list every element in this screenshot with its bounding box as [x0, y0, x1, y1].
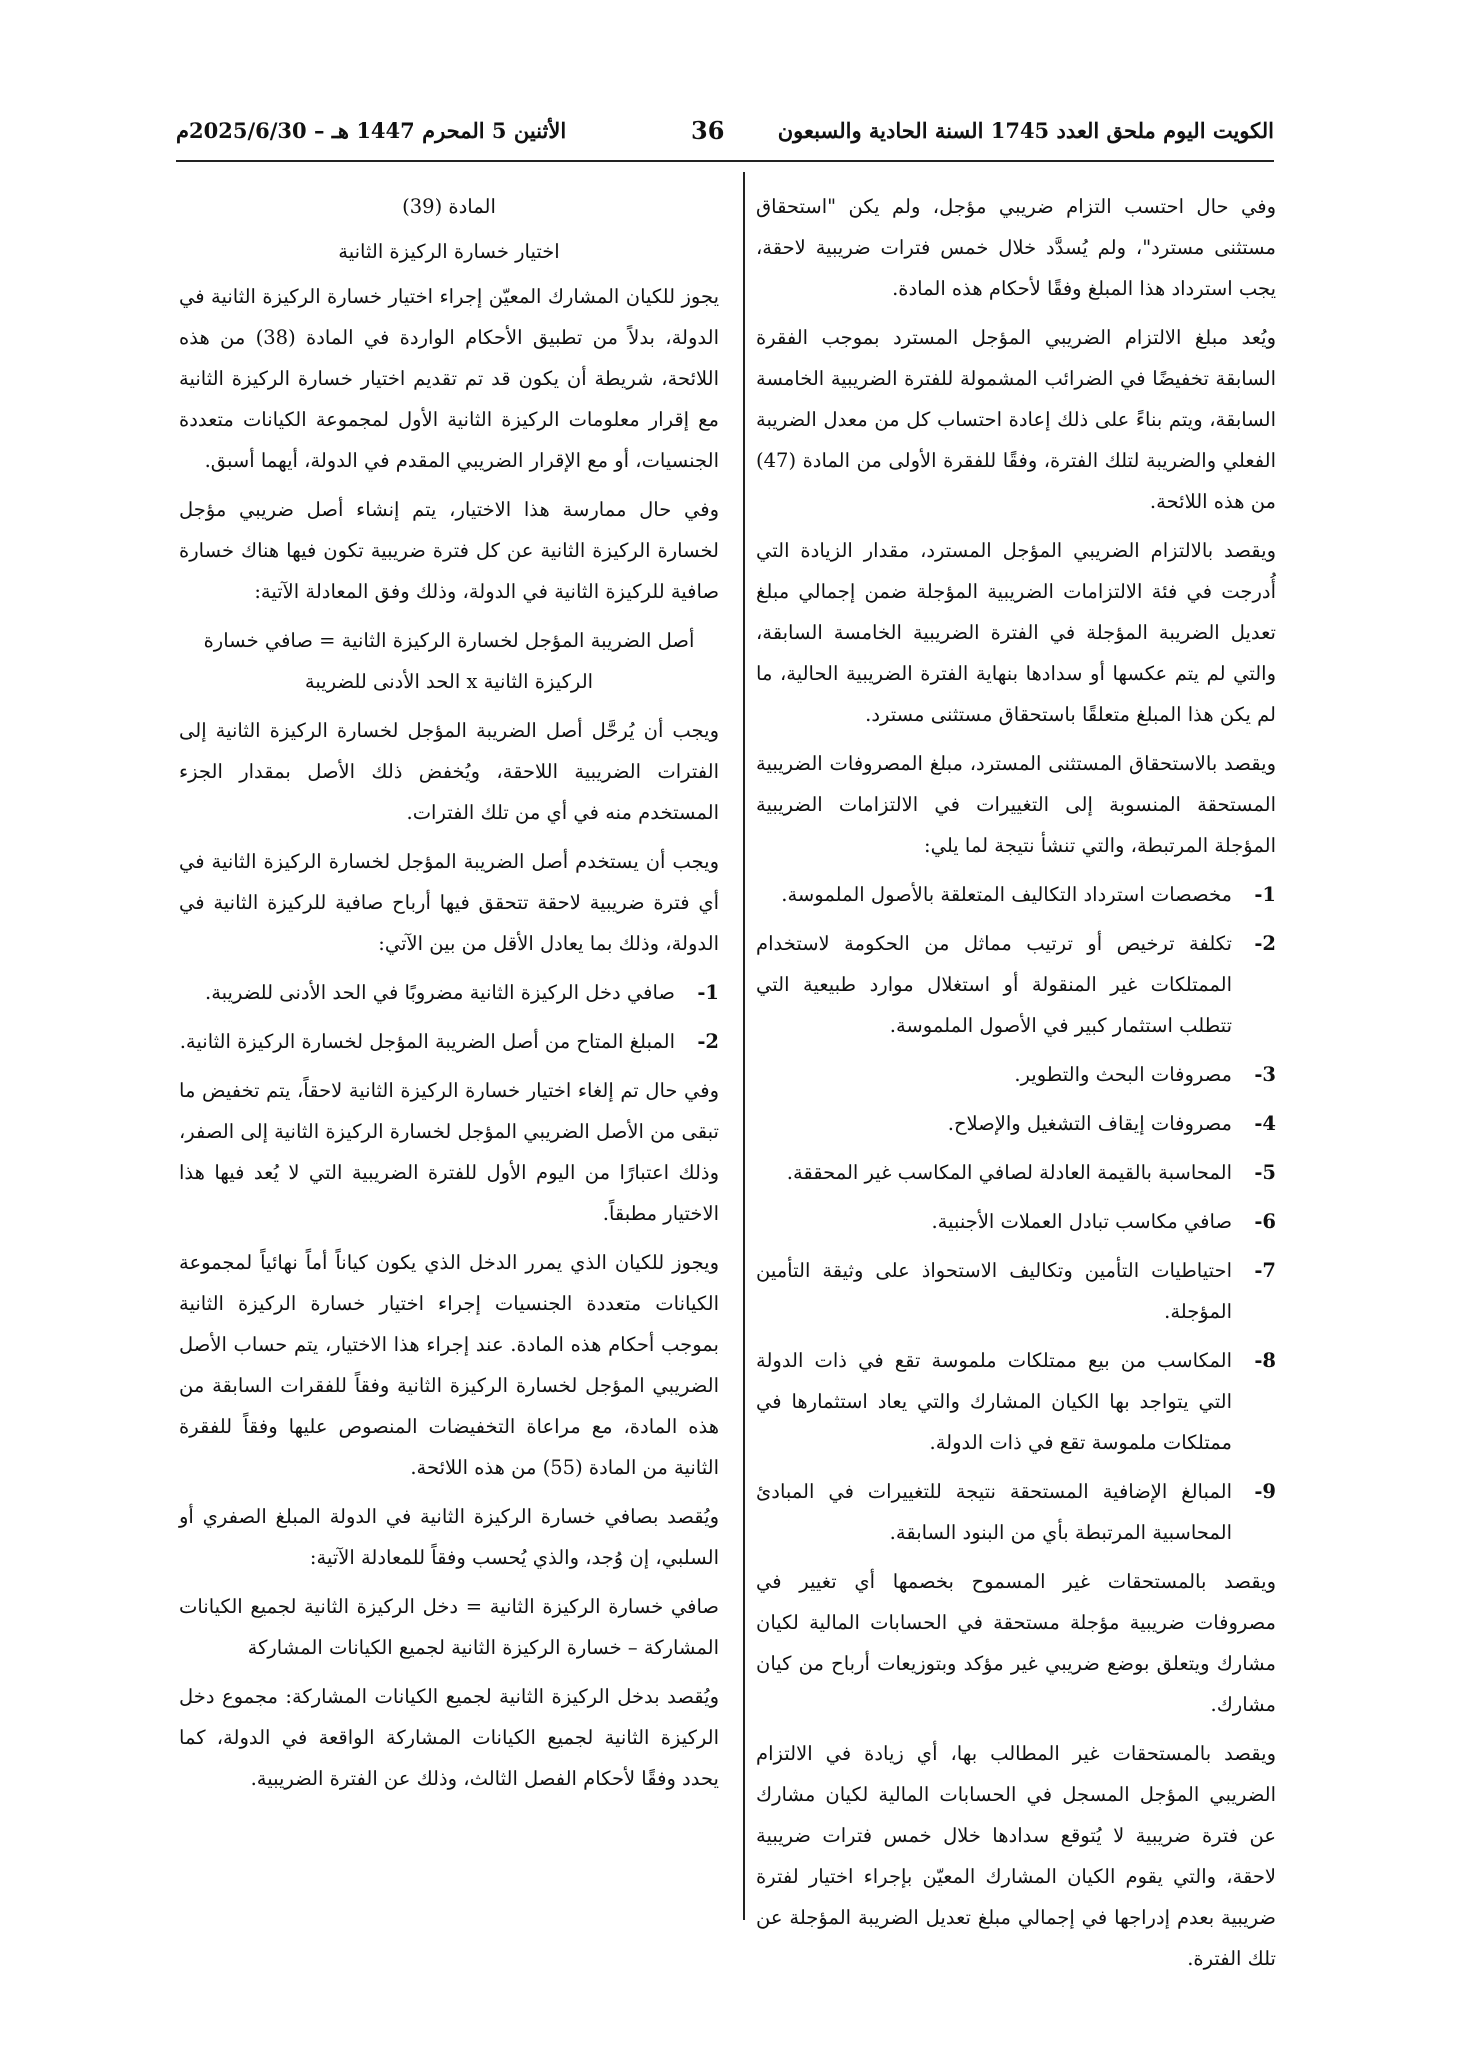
- list-item-text: صافي دخل الركيزة الثانية مضروبًا في الحد الأدنى للضريبة.: [205, 981, 675, 1004]
- paragraph: ويجوز للكيان الذي يمرر الدخل الذي يكون كياناً أماً نهائياً لمجموعة الكيانات متعددة الجنسيات إجراء اختيار خسارة الركيزة الثانية بموجب أحكام هذه المادة. عند إجراء هذا الاختيار، يتم حساب الأصل الضريبي المؤجل لخسارة الركيزة الثانية وفقاً للفقرات السابقة من هذه المادة، مع مراعاة التخفيضات المنصوص عليها وفقاً للفقرة الثانية من المادة (55) من هذه اللائحة.: [179, 1251, 719, 1479]
- list-item-number: 3-: [1254, 1063, 1276, 1086]
- list-item: [756, 1340, 1276, 1463]
- list-item-text: صافي مكاسب تبادل العملات الأجنبية.: [931, 1210, 1232, 1233]
- left-column: [179, 186, 719, 1807]
- list-item-number: 1-: [1254, 883, 1276, 906]
- list-item-number: 8-: [1254, 1349, 1276, 1372]
- column-divider: [743, 172, 745, 1920]
- right-column: [756, 186, 1276, 1987]
- list-item: [756, 874, 1276, 915]
- header-rule: [176, 160, 1274, 162]
- paragraph: ويقصد بالمستحقات غير المسموح بخصمها أي تغيير في مصروفات ضريبية مؤجلة مستحقة في الحسابات المالية لكيان مشارك ويتعلق بوضع ضريبي غير مؤكد وبتوزيعات أرباح من كيان مشارك.: [756, 1570, 1276, 1716]
- list-item-number: 4-: [1254, 1112, 1276, 1135]
- list-item-text: مصروفات إيقاف التشغيل والإصلاح.: [947, 1112, 1232, 1135]
- paragraph: ويُعد مبلغ الالتزام الضريبي المؤجل المسترد بموجب الفقرة السابقة تخفيضًا في الضرائب المشمولة للفترة الضريبية الخامسة السابقة، ويتم بناءً على ذلك إعادة احتساب كل من معدل الضريبة الفعلي والضريبة لتلك الفترة، وفقًا للفقرة الأولى من المادة (47) من هذه اللائحة.: [756, 326, 1276, 513]
- paragraph: وفي حال تم إلغاء اختيار خسارة الركيزة الثانية لاحقاً، يتم تخفيض ما تبقى من الأصل الضريبي المؤجل لخسارة الركيزة الثانية إلى الصفر، وذلك اعتبارًا من اليوم الأول للفترة الضريبية التي لا يُعد فيها هذا الاختيار مطبقاً.: [178, 1079, 719, 1225]
- list-item-text: المحاسبة بالقيمة العادلة لصافي المكاسب غير المحققة.: [786, 1161, 1232, 1184]
- list-item-text: مصروفات البحث والتطوير.: [1014, 1063, 1232, 1086]
- list-item: [179, 1021, 719, 1062]
- list-item-number: 5-: [1254, 1161, 1276, 1184]
- page-header: [176, 118, 1274, 154]
- list-item-text: تكلفة ترخيص أو ترتيب مماثل من الحكومة لاستخدام الممتلكات غير المنقولة أو استغلال موارد طبيعية التي تتطلب استثمار كبير في الأصول الملموسة.: [756, 932, 1232, 1037]
- list-item-number: 9-: [1254, 1480, 1276, 1503]
- list-item-text: المكاسب من بيع ممتلكات ملموسة تقع في ذات الدولة التي يتواجد بها الكيان المشارك والتي يعاد استثمارها في ممتلكات ملموسة تقع في ذات الدولة.: [756, 1349, 1232, 1454]
- list-item-text: المبالغ الإضافية المستحقة نتيجة للتغييرات في المبادئ المحاسبية المرتبطة بأي من البنود السابقة.: [756, 1480, 1232, 1544]
- header-publication-info: الكويت اليوم ملحق العدد 1745 السنة الحادية والسبعون: [777, 118, 1274, 143]
- formula: أصل الضريبة المؤجل لخسارة الركيزة الثانية = صافي خسارة الركيزة الثانية x الحد الأدنى للضريبة: [203, 629, 695, 693]
- list-item-number: 7-: [1254, 1259, 1276, 1282]
- list-item: [756, 923, 1276, 1046]
- paragraph: ويقصد بالالتزام الضريبي المؤجل المسترد، مقدار الزيادة التي أُدرجت في فئة الالتزامات الضريبية المؤجلة ضمن إجمالي مبلغ تعديل الضريبة المؤجلة في الفترة الضريبية الخامسة السابقة، والتي لم يتم عكسها أو سدادها بنهاية الفترة الضريبية الحالية، ما لم يكن هذا المبلغ متعلقًا باستحقاق مستثنى مسترد.: [756, 539, 1276, 726]
- formula: صافي خسارة الركيزة الثانية = دخل الركيزة الثانية لجميع الكيانات المشاركة – خسارة الركيزة الثانية لجميع الكيانات المشاركة: [179, 1595, 719, 1659]
- list-item-text: احتياطيات التأمين وتكاليف الاستحواذ على وثيقة التأمين المؤجلة.: [756, 1259, 1232, 1323]
- list-item: [756, 1103, 1276, 1144]
- article-subtitle: اختيار خسارة الركيزة الثانية: [338, 240, 560, 263]
- header-date: الأثنين 5 المحرم 1447 هـ – 2025/6/30م: [176, 118, 567, 143]
- list-item: [756, 1054, 1276, 1095]
- list-item: [756, 1201, 1276, 1242]
- list-item-number: 2-: [697, 1030, 719, 1053]
- paragraph: وفي حال ممارسة هذا الاختيار، يتم إنشاء أصل ضريبي مؤجل لخسارة الركيزة الثانية عن كل فترة ضريبية تكون فيها هناك خسارة صافية للركيزة الثانية في الدولة، وذلك وفق المعادلة الآتية:: [179, 498, 719, 603]
- article-title: المادة (39): [402, 195, 496, 218]
- list-item-text: مخصصات استرداد التكاليف المتعلقة بالأصول الملموسة.: [781, 883, 1232, 906]
- list-item: [756, 1250, 1276, 1332]
- paragraph: وفي حال احتسب التزام ضريبي مؤجل، ولم يكن "استحقاق مستثنى مسترد"، ولم يُسدَّد خلال خمس فترات ضريبية لاحقة، يجب استرداد هذا المبلغ وفقًا لأحكام هذه المادة.: [756, 195, 1276, 300]
- list-item-number: 6-: [1254, 1210, 1276, 1233]
- list-item: [756, 1471, 1276, 1553]
- page-number: 36: [691, 116, 725, 145]
- paragraph: ويقصد بالاستحقاق المستثنى المسترد، مبلغ المصروفات الضريبية المستحقة المنسوبة إلى التغييرات في الالتزامات الضريبية المؤجلة المرتبطة، والتي تنشأ نتيجة لما يلي:: [756, 752, 1276, 857]
- paragraph: يجوز للكيان المشارك المعيّن إجراء اختيار خسارة الركيزة الثانية في الدولة، بدلاً من تطبيق الأحكام الواردة في المادة (38) من هذه اللائحة، شريطة أن يكون قد تم تقديم اختيار خسارة الركيزة الثانية مع إقرار معلومات الركيزة الثانية الأول لمجموعة الكيانات متعددة الجنسيات، أو مع الإقرار الضريبي المقدم في الدولة، أيهما أسبق.: [179, 285, 719, 472]
- list-item-number: 2-: [1254, 932, 1276, 955]
- paragraph: ويجب أن يستخدم أصل الضريبة المؤجل لخسارة الركيزة الثانية في أي فترة ضريبية لاحقة تتحقق فيها أرباح صافية للركيزة الثانية في الدولة، وذلك بما يعادل الأقل من بين الآتي:: [179, 850, 719, 955]
- paragraph: ويجب أن يُرحَّل أصل الضريبة المؤجل لخسارة الركيزة الثانية إلى الفترات الضريبية اللاحقة، ويُخفض ذلك الأصل بمقدار الجزء المستخدم منه في أي من تلك الفترات.: [179, 719, 719, 824]
- paragraph: ويُقصد بدخل الركيزة الثانية لجميع الكيانات المشاركة: مجموع دخل الركيزة الثانية لجميع الكيانات المشاركة الواقعة في الدولة، كما يحدد وفقًا لأحكام الفصل الثالث، وذلك عن الفترة الضريبية.: [179, 1685, 719, 1790]
- paragraph: ويقصد بالمستحقات غير المطالب بها، أي زيادة في الالتزام الضريبي المؤجل المسجل في الحسابات المالية لكيان مشارك عن فترة ضريبية لا يُتوقع سدادها خلال خمس فترات ضريبية لاحقة، والتي يقوم الكيان المشارك المعيّن بإجراء اختيار لفترة ضريبية بعدم إدراجها في إجمالي مبلغ تعديل الضريبة المؤجلة عن تلك الفترة.: [756, 1742, 1276, 1970]
- list-item-number: 1-: [697, 981, 719, 1004]
- list-item: [179, 972, 719, 1013]
- list-item: [756, 1152, 1276, 1193]
- paragraph: ويُقصد بصافي خسارة الركيزة الثانية في الدولة المبلغ الصفري أو السلبي، إن وُجد، والذي يُحسب وفقاً للمعادلة الآتية:: [179, 1505, 719, 1569]
- list-item-text: المبلغ المتاح من أصل الضريبة المؤجل لخسارة الركيزة الثانية.: [179, 1030, 675, 1053]
